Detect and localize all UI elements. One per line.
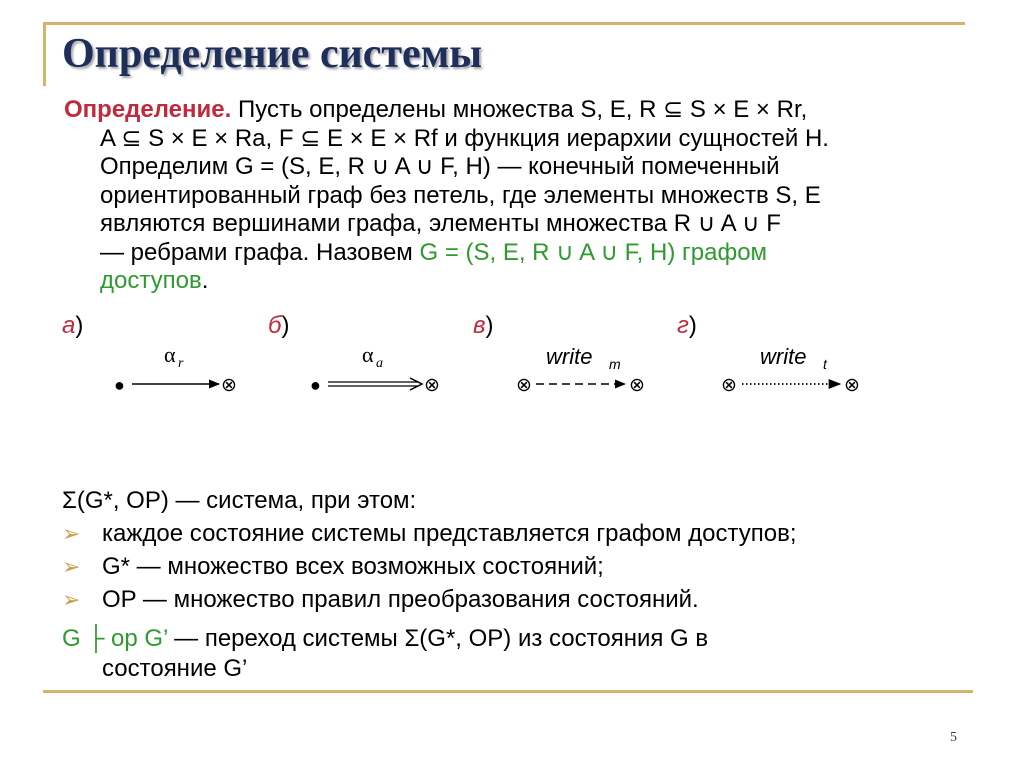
object-node-icon: ⊗ (424, 375, 440, 396)
arrow-bullet-icon: ➢ (62, 554, 81, 579)
diagram-label-a: а) (62, 312, 84, 339)
definition-paragraph (64, 96, 950, 296)
definition-line-2: A ⊆ S × E × Ra, F ⊆ E × E × Rf и функция иерархии сущностей H. (100, 124, 829, 152)
diagram-label-v: в) (473, 312, 494, 339)
arrow-bullet-icon: ➢ (62, 587, 81, 612)
transition-statement (62, 624, 962, 684)
list-item: ➢ OP — множество правил преобразования состояний. (62, 583, 962, 616)
definition-line-7 (100, 267, 950, 296)
definition-term: Определение. (64, 96, 232, 123)
definition-end: . (201, 267, 209, 294)
edge-double-symbol: α (362, 342, 374, 367)
edge-dotted-sub: t (823, 356, 827, 372)
arrow-bullet-icon: ➢ (62, 521, 81, 546)
access-edge-diagram (100, 340, 880, 410)
object-node-icon: ⊗ (844, 375, 860, 396)
object-node-icon: ⊗ (629, 375, 645, 396)
access-graph-formula: G = (S, E, R ∪ A ∪ F, H) графом (419, 238, 768, 266)
edge-dashed-group (516, 344, 645, 396)
frame-left-rule (43, 22, 46, 86)
object-node-icon: ⊗ (516, 375, 532, 396)
edge-dotted-symbol: write (760, 344, 807, 369)
frame-top-rule (43, 22, 965, 25)
edge-dashed-sub: m (609, 356, 621, 372)
object-node-icon: ⊗ (221, 375, 237, 396)
edge-solid-sub: r (178, 356, 184, 371)
edge-solid-symbol: α (164, 342, 176, 367)
definition-line-6 (100, 239, 950, 268)
list-item: ➢ каждое состояние системы представляется графом доступов; (62, 517, 962, 550)
diagram-label-b: б) (268, 312, 290, 339)
slide-title: Определение системы (62, 31, 483, 77)
edge-double-arrowhead (410, 378, 422, 390)
definition-text-1: Пусть определены множества S, E, R ⊆ S × E × Rr, (237, 96, 808, 123)
access-graph-term: доступов (100, 267, 202, 294)
transition-formula: G ├ op G’ (62, 625, 168, 652)
edge-dashed-symbol: write (546, 344, 593, 369)
edge-double-sub: a (376, 356, 383, 371)
definition-text-6: — ребрами графа. Назовем (100, 238, 413, 266)
edge-solid-group (114, 342, 237, 396)
edge-double-group (310, 342, 440, 396)
definition-line-5: являются вершинами графа, элементы множества R ∪ A ∪ F (100, 210, 781, 237)
system-list (62, 484, 962, 616)
transition-text: — переход системы Σ(G*, OP) из состояния G в (174, 625, 709, 652)
subject-node-icon: ● (310, 375, 321, 395)
edge-dotted-group (721, 344, 860, 396)
frame-bottom-rule (43, 690, 973, 693)
diagram-label-g: г) (677, 312, 697, 339)
page-number: 5 (950, 730, 957, 745)
definition-line-3: Определим G = (S, E, R ∪ A ∪ F, H) — конечный помеченный (100, 153, 780, 180)
definition-line-4: ориентированный граф без петель, где элементы множеств S, E (100, 181, 821, 209)
object-node-icon: ⊗ (721, 375, 737, 396)
system-intro: Σ(G*, OP) — система, при этом: (62, 487, 417, 514)
subject-node-icon: ● (114, 375, 125, 395)
definition-line-1 (64, 96, 950, 125)
transition-text-cont: состояние G’ (102, 655, 248, 682)
list-item: ➢ G* — множество всех возможных состояний; (62, 550, 962, 583)
